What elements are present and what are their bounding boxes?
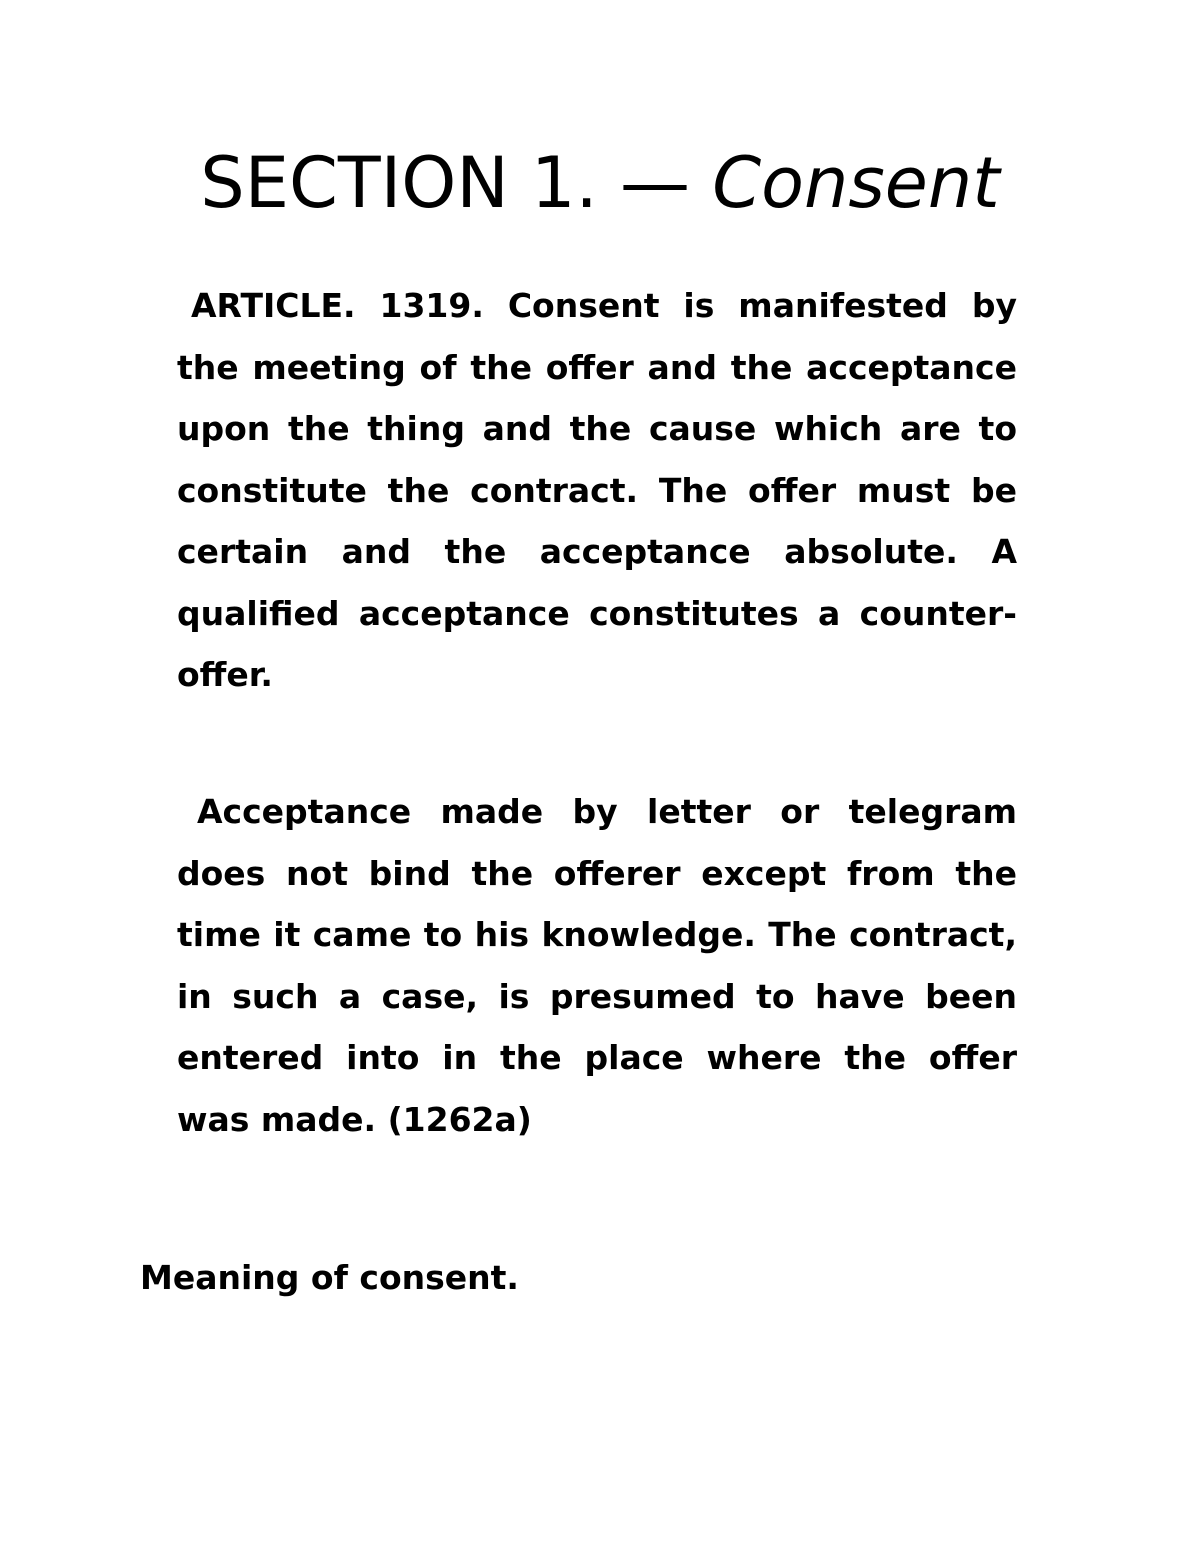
section-title-separator: —	[597, 142, 713, 224]
section-title	[0, 138, 1200, 228]
acceptance-by-letter-paragraph: Acceptance made by letter or telegram does not bind the offerer except from the time it came to his knowledge. The contract, in such a case, is presumed to have been entered into in the place where the offer was made. (1262a)	[177, 792, 1017, 1139]
section-title-emphasis: Consent	[712, 142, 1000, 224]
article-1319-paragraph: ARTICLE. 1319. Consent is manifested by the meeting of the offer and the acceptance upon the thing and the cause which are to constitute the contract. The offer must be certain and the acceptance absolute. A qualified acceptance constitutes a counter-offer.	[177, 286, 1017, 694]
section-title-prefix: SECTION 1.	[200, 142, 598, 224]
meaning-of-consent-heading: Meaning of consent.	[140, 1258, 519, 1297]
